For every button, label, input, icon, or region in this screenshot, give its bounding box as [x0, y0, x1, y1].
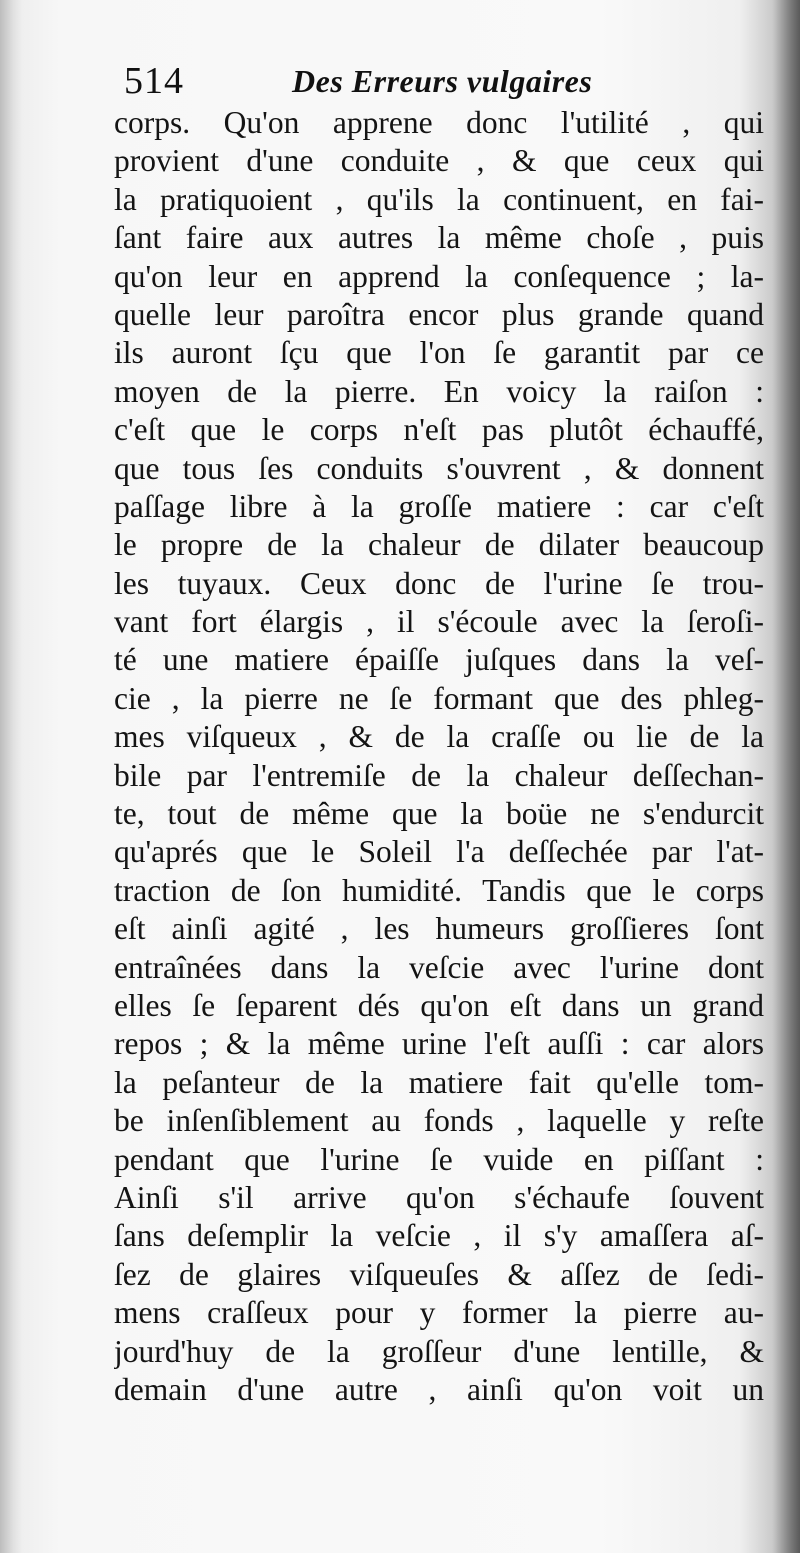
- body-text: [114, 104, 764, 1409]
- text-line: cie , la pierre ne ſe formant que des phleg-: [114, 680, 764, 716]
- text-line: jourd'huy de la groſſeur d'une lentille, &: [114, 1333, 764, 1369]
- text-line: paſſage libre à la groſſe matiere : car c'eſt: [114, 488, 764, 524]
- text-line: corps. Qu'on apprene donc l'utilité , qui: [114, 105, 764, 140]
- text-line: qu'aprés que le Soleil l'a deſſechée par l'at-: [114, 834, 764, 870]
- text-line: c'eſt que le corps n'eſt pas plutôt échauffé,: [114, 412, 764, 448]
- text-line: entraînées dans la veſcie avec l'urine dont: [114, 949, 764, 985]
- text-line: elles ſe ſeparent dés qu'on eſt dans un grand: [114, 987, 764, 1023]
- text-line: ſans deſemplir la veſcie , il s'y amaſſera aſ-: [114, 1218, 764, 1254]
- text-line: traction de ſon humidité. Tandis que le corps: [114, 872, 764, 908]
- text-line: que tous ſes conduits s'ouvrent , & donnent: [114, 450, 764, 486]
- text-line: ils auront ſçu que l'on ſe garantit par ce: [114, 335, 764, 371]
- running-title: Des Erreurs vulgaires: [292, 63, 593, 99]
- page-number: 514: [124, 60, 184, 102]
- page-header: [114, 58, 764, 104]
- text-line: be inſenſiblement au fonds , laquelle y reſte: [114, 1103, 764, 1139]
- text-line: té une matiere épaiſſe juſques dans la veſ-: [114, 642, 764, 678]
- text-line: Ainſi s'il arrive qu'on s'échaufe ſouvent: [114, 1179, 764, 1215]
- text-line: repos ; & la même urine l'eſt auſſi : car alors: [114, 1026, 764, 1062]
- text-line: provient d'une conduite , & que ceux qui: [114, 143, 764, 179]
- text-line: te, tout de même que la boüe ne s'endurcit: [114, 796, 764, 832]
- text-line: les tuyaux. Ceux donc de l'urine ſe trou-: [114, 565, 764, 601]
- text-line: le propre de la chaleur de dilater beaucoup: [114, 527, 764, 563]
- text-line: ſant faire aux autres la même choſe , puis: [114, 220, 764, 256]
- text-line: eſt ainſi agité , les humeurs groſſieres ſont: [114, 911, 764, 947]
- text-line: la peſanteur de la matiere fait qu'elle tom-: [114, 1064, 764, 1100]
- binding-shadow: [772, 0, 800, 1553]
- text-line: mens craſſeux pour y former la pierre au-: [114, 1295, 764, 1331]
- text-line: quelle leur paroîtra encor plus grande quand: [114, 296, 764, 332]
- text-line: ſez de glaires viſqueuſes & aſſez de ſedi-: [114, 1256, 764, 1292]
- text-line: bile par l'entremiſe de la chaleur deſſechan-: [114, 757, 764, 793]
- text-line: moyen de la pierre. En voicy la raiſon :: [114, 373, 764, 409]
- page-left-edge: [0, 0, 14, 1553]
- book-page: [114, 58, 764, 1409]
- text-line: mes viſqueux , & de la craſſe ou lie de la: [114, 719, 764, 755]
- text-line: la pratiquoient , qu'ils la continuent, en fai-: [114, 181, 764, 217]
- text-line: qu'on leur en apprend la conſequence ; la-: [114, 258, 764, 294]
- text-line: pendant que l'urine ſe vuide en piſſant :: [114, 1141, 764, 1177]
- text-line: vant fort élargis , il s'écoule avec la ſeroſi-: [114, 604, 764, 640]
- text-line: demain d'une autre , ainſi qu'on voit un: [114, 1371, 764, 1407]
